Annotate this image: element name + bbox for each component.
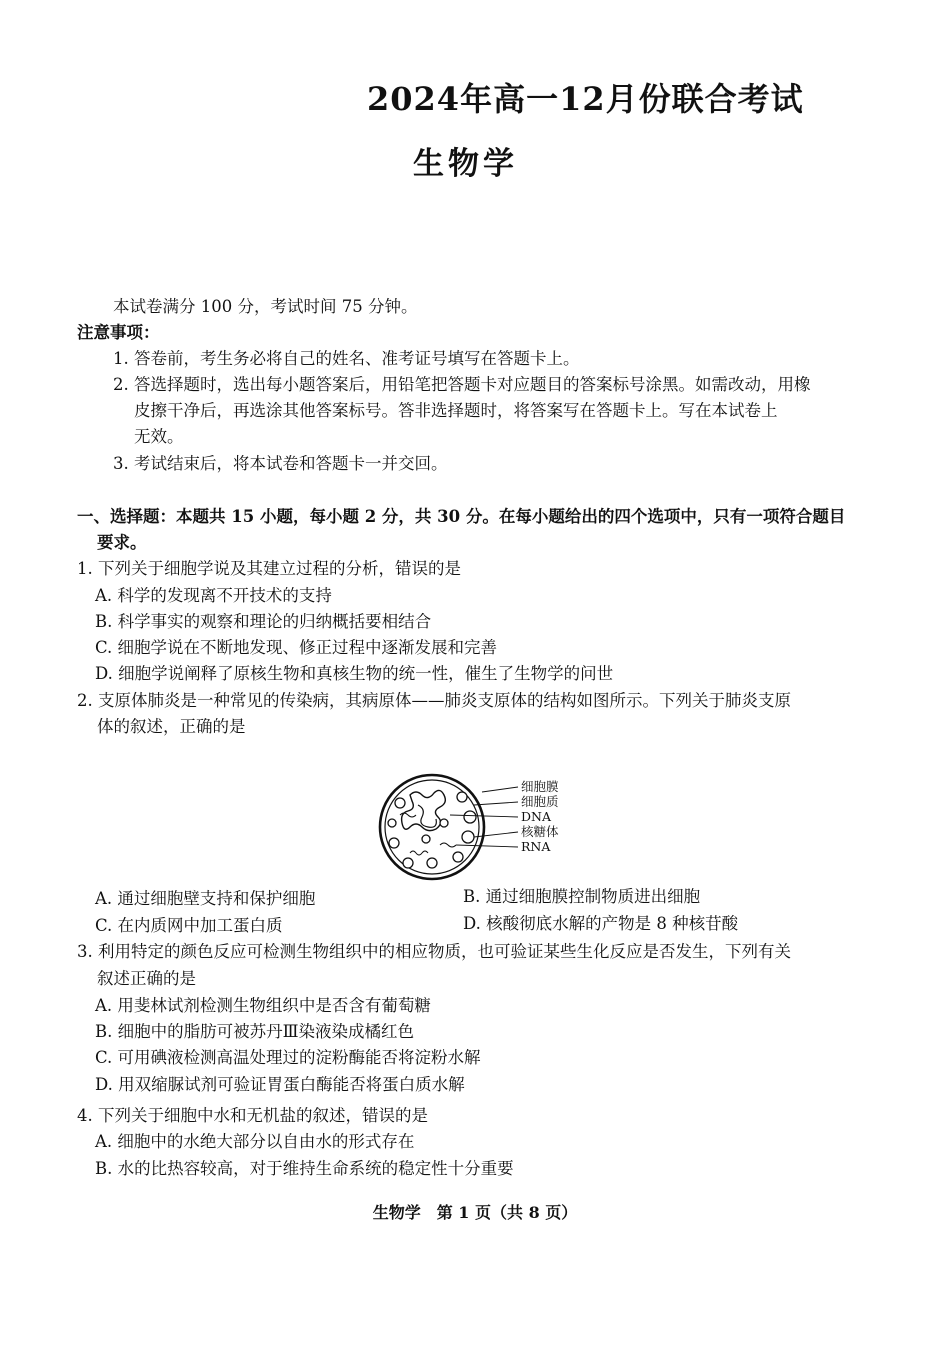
label-cell-membrane: 细胞膜 [521, 779, 559, 794]
q1-option-c: C. 细胞学说在不断地发现、修正过程中逐渐发展和完善 [95, 638, 498, 657]
label-ribosome: 核糖体 [521, 824, 559, 839]
q2-option-c: C. 在内质网中加工蛋白质 [95, 916, 283, 935]
rna-strand-2 [440, 843, 456, 847]
ribosome [422, 835, 430, 843]
q4-stem: 4. 下列关于细胞中水和无机盐的叙述，错误的是 [77, 1106, 428, 1125]
ribosome [403, 858, 413, 868]
q1-option-d: D. 细胞学说阐释了原核生物和真核生物的统一性，催生了生物学的问世 [95, 664, 614, 683]
notice-item-3: 3. 考试结束后，将本试卷和答题卡一并交回。 [113, 454, 448, 473]
q4-option-a: A. 细胞中的水绝大部分以自由水的形式存在 [95, 1132, 415, 1151]
q3-option-d: D. 用双缩脲试剂可验证胃蛋白酶能否将蛋白质水解 [95, 1075, 465, 1094]
q2-option-b: B. 通过细胞膜控制物质进出细胞 [463, 887, 701, 906]
label-line-membrane [482, 787, 518, 792]
ribosome [389, 838, 399, 848]
label-line-rna [456, 845, 518, 847]
label-line-cytoplasm [474, 802, 518, 805]
q2-option-d: D. 核酸彻底水解的产物是 8 种核苷酸 [463, 914, 739, 933]
q2-stem-line2: 体的叙述，正确的是 [97, 717, 246, 736]
ribosome [427, 858, 437, 868]
page-footer: 生物学 第 1 页（共 8 页） [372, 1203, 578, 1222]
q1-stem: 1. 下列关于细胞学说及其建立过程的分析，错误的是 [77, 559, 461, 578]
notice-title: 注意事项： [77, 323, 160, 342]
q3-stem-line2: 叙述正确的是 [97, 969, 196, 988]
notice-item-2-line3: 无效。 [134, 427, 184, 446]
ribosome [453, 852, 463, 862]
dna-strand [418, 805, 436, 827]
q1-option-a: A. 科学的发现离不开技术的支持 [95, 586, 332, 605]
q3-option-c: C. 可用碘液检测高温处理过的淀粉酶能否将淀粉水解 [95, 1048, 481, 1067]
subject-title: 生物学 [413, 146, 518, 182]
section-heading-line1: 一、选择题：本题共 15 小题，每小题 2 分，共 30 分。在每小题给出的四个选项中，只有一项符合题目 [77, 507, 846, 526]
notice-item-1: 1. 答卷前，考生务必将自己的姓名、准考证号填写在答题卡上。 [113, 349, 580, 368]
label-rna: RNA [521, 839, 551, 854]
notice-item-2-line1: 2. 答选择题时，选出每小题答案后，用铅笔把答题卡对应题目的答案标号涂黑。如需改动，用橡 [113, 375, 811, 394]
q1-option-b: B. 科学事实的观察和理论的归纳概括要相结合 [95, 612, 432, 631]
score-line: 本试卷满分 100 分，考试时间 75 分钟。 [113, 297, 418, 316]
exam-title: 2024年高一12月份联合考试 [367, 80, 804, 118]
q2-stem-line1: 2. 支原体肺炎是一种常见的传染病，其病原体——肺炎支原体的结构如图所示。下列关于肺炎支原 [77, 691, 791, 710]
label-line-ribosome [474, 832, 518, 837]
label-cytoplasm: 细胞质 [521, 794, 559, 809]
q3-option-b: B. 细胞中的脂肪可被苏丹Ⅲ染液染成橘红色 [95, 1022, 415, 1041]
q2-option-a: A. 通过细胞壁支持和保护细胞 [95, 889, 316, 908]
label-dna: DNA [521, 809, 551, 824]
section-heading-line2: 要求。 [97, 533, 147, 552]
q4-option-b: B. 水的比热容较高，对于维持生命系统的稳定性十分重要 [95, 1159, 514, 1178]
ribosome [440, 819, 448, 827]
rna-strand-3 [410, 851, 428, 855]
ribosome [457, 792, 467, 802]
q3-option-a: A. 用斐林试剂检测生物组织中是否含有葡萄糖 [95, 996, 431, 1015]
ribosome [464, 811, 476, 823]
ribosome [395, 798, 405, 808]
q3-stem-line1: 3. 利用特定的颜色反应可检测生物组织中的相应物质，也可验证某些生化反应是否发生，下列有关 [77, 942, 791, 961]
ribosome [388, 819, 396, 827]
notice-item-2-line2: 皮擦干净后，再选涂其他答案标号。答非选择题时，将答案写在答题卡上。写在本试卷上 [134, 401, 778, 420]
ribosome [462, 831, 474, 843]
